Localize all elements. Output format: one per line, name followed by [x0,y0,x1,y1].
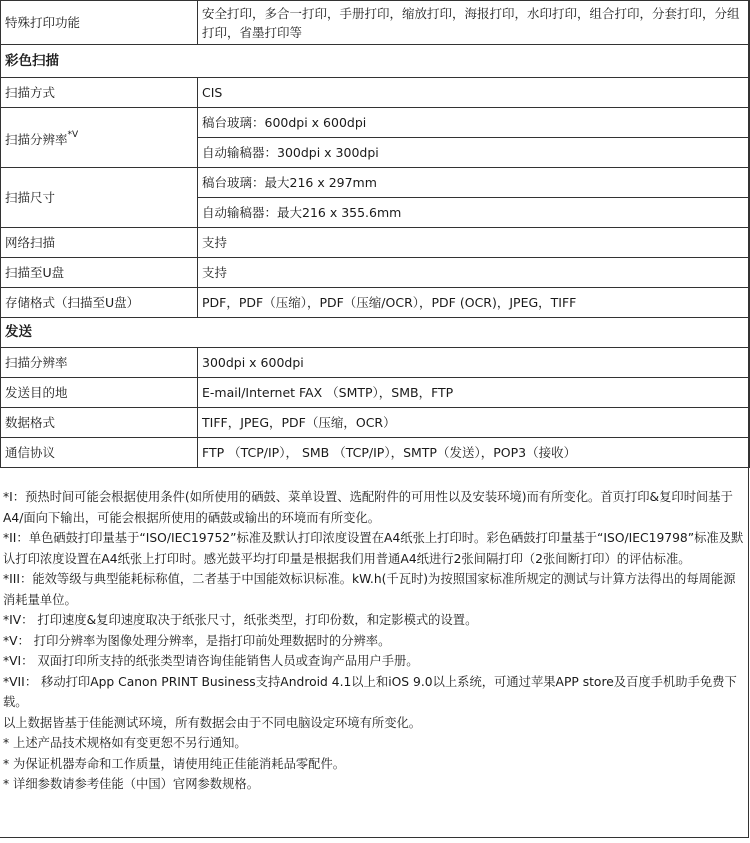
table-row [1,1,750,45]
row-label: 数据格式 [1,408,198,438]
footnote: *VI： 双面打印所支持的纸张类型请咨询佳能销售人员或查询产品用户手册。 [3,654,419,668]
row-value: E-mail/Internet FAX （SMTP），SMB，FTP [198,378,750,408]
table-row [1,288,750,318]
row-value: CIS [198,78,750,108]
row-value: 自动输稿器：300dpi x 300dpi [198,138,750,168]
table-row [1,378,750,408]
row-label: 扫描分辨率 [1,348,198,378]
table-row [1,168,750,198]
footnote: * 详细参数请参考佳能（中国）官网参数规格。 [3,777,259,791]
section-color-scan: 彩色扫描 [1,45,750,78]
section-header-row [1,318,750,348]
footnote: *II：单色硒鼓打印量基于“ISO/IEC19752”标准及默认打印浓度设置在A4纸张上打印时。彩色硒鼓打印量基于“ISO/IEC19798”标准及默认打印浓度设置在A4纸张上打印时。感光鼓平均打印量是根据我们用普通A4纸进行2张间隔打印（2张间断打印）的评估标准。 [3,531,744,566]
row-value: 稿台玻璃：600dpi x 600dpi [198,108,750,138]
table-row [1,408,750,438]
row-value: 自动输稿器：最大216 x 355.6mm [198,198,750,228]
row-value: FTP （TCP/IP）， SMB （TCP/IP），SMTP（发送），POP3（接收） [198,438,750,468]
row-label: 网络扫描 [1,228,198,258]
row-label: 发送目的地 [1,378,198,408]
row-label: 扫描分辨率 [5,132,68,147]
footnote: *V： 打印分辨率为图像处理分辨率，是指打印前处理数据时的分辨率。 [3,633,391,648]
row-label: 扫描至U盘 [1,258,198,288]
table-row [1,108,750,138]
footnote: *III：能效等级与典型能耗标称值，二者基于中国能效标识标准。kW.h(千瓦时)为按照国家标准所规定的测试与计算方法得出的每周能源消耗量单位。 [3,572,736,607]
table-row [1,438,750,468]
footnote: *VII： 移动打印App Canon PRINT Business支持Android 4.1以上和iOS 9.0以上系统，可通过苹果APP store及百度手机助手免费下载。 [3,674,737,709]
section-send: 发送 [1,318,750,348]
row-value: 安全打印，多合一打印，手册打印，缩放打印，海报打印，水印打印，组合打印，分套打印，分组打印，省墨打印等 [198,1,750,45]
footnote: 以上数据皆基于佳能测试环境，所有数据会由于不同电脑设定环境有所变化。 [3,715,422,730]
row-value: 300dpi x 600dpi [198,348,750,378]
row-label-scan-resolution [1,108,198,168]
section-header-row [1,45,750,78]
table-row [1,228,750,258]
row-value: 支持 [198,228,750,258]
table-row [1,78,750,108]
footnote: *I：预热时间可能会根据使用条件(如所使用的硒鼓、菜单设置、选配附件的可用性以及安装环境)而有所变化。首页打印&复印时间基于A4/面向下输出，可能会根据所使用的硒鼓或输出的环境而有所变化。 [3,490,733,525]
row-label: 特殊打印功能 [1,1,198,45]
row-value: 稿台玻璃：最大216 x 297mm [198,168,750,198]
row-label: 扫描方式 [1,78,198,108]
footnote: * 为保证机器寿命和工作质量，请使用纯正佳能消耗品零配件。 [3,756,346,771]
footnote: *IV： 打印速度&复印速度取决于纸张尺寸，纸张类型，打印份数，和定影模式的设置。 [3,613,478,627]
row-value: 支持 [198,258,750,288]
footnote-marker: *V [67,130,79,140]
footnote: * 上述产品技术规格如有变更恕不另行通知。 [3,736,247,750]
row-value: TIFF，JPEG，PDF（压缩，OCR） [198,408,750,438]
row-label: 通信协议 [1,438,198,468]
row-label: 扫描尺寸 [1,168,198,228]
row-label: 存储格式（扫描至U盘） [1,288,198,318]
row-value: PDF，PDF（压缩），PDF（压缩/OCR），PDF (OCR)，JPEG，TIFF [198,288,750,318]
table-row [1,258,750,288]
footnotes [3,487,747,795]
table-row [1,348,750,378]
